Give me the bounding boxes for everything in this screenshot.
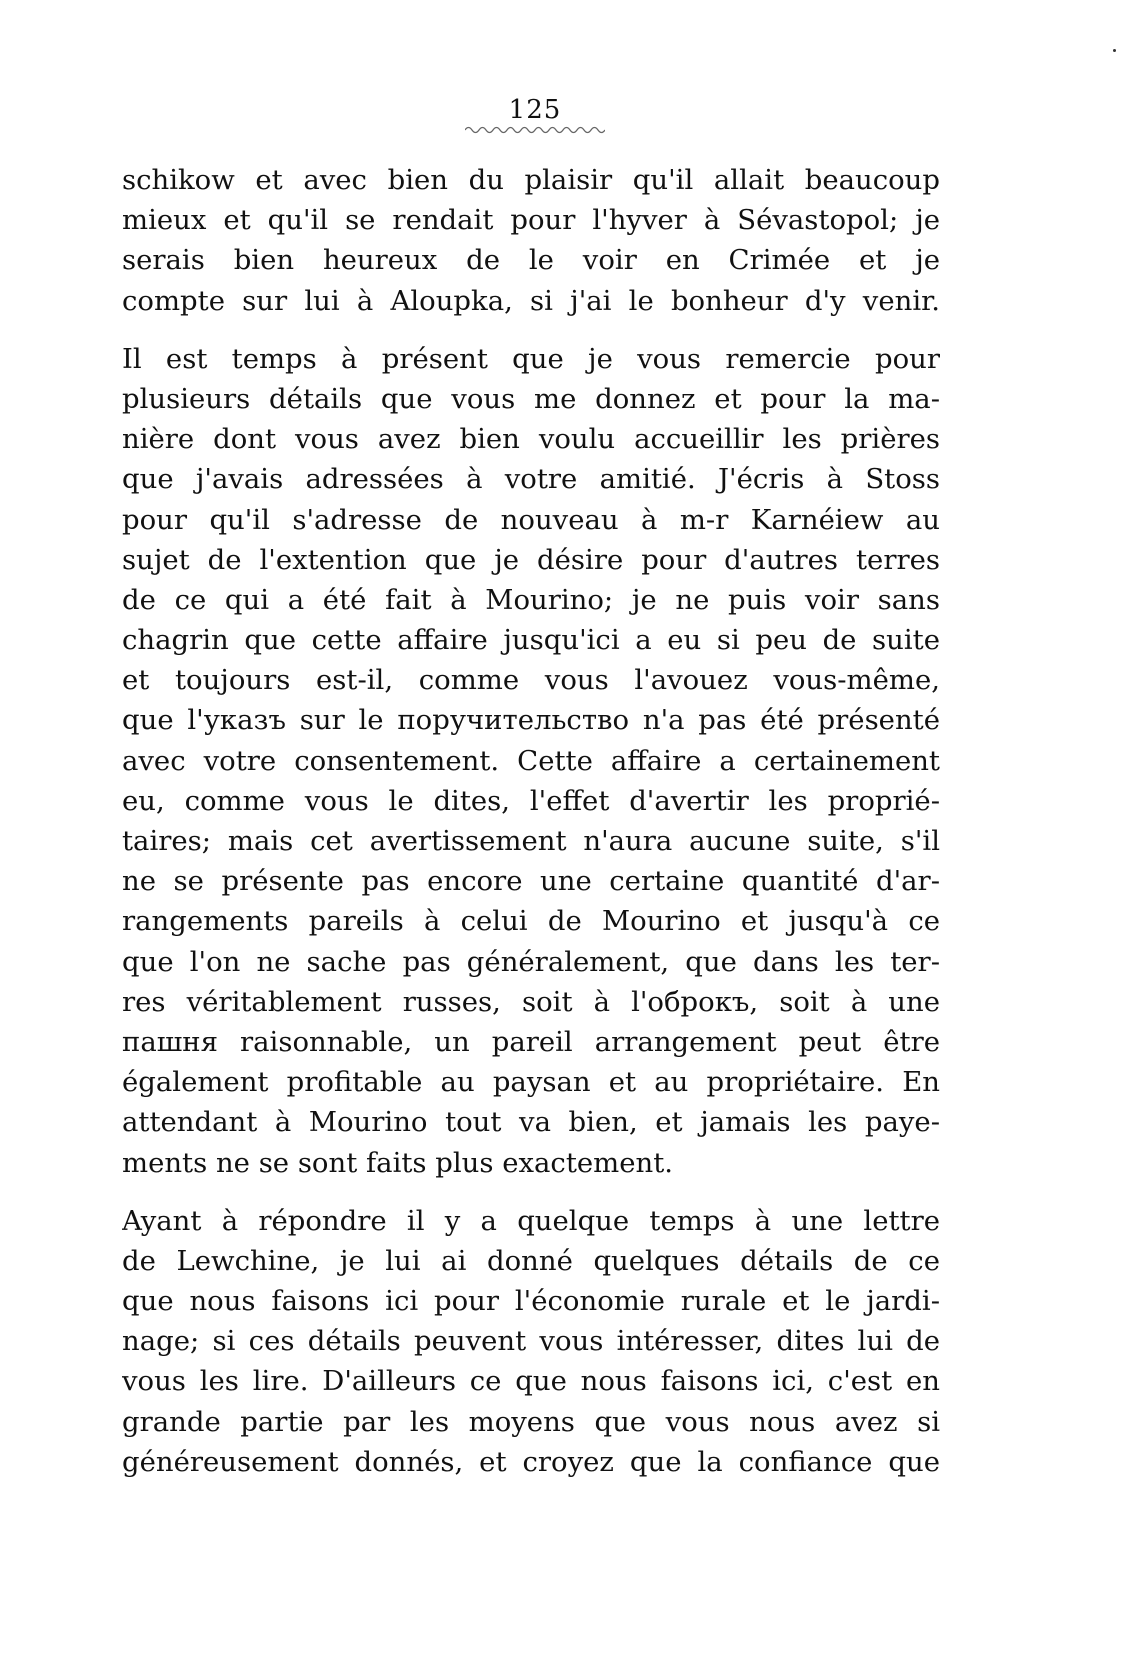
text-line: serais bien heureux de le voir en Crimée et je: [122, 244, 940, 277]
paragraph-gap: [122, 321, 940, 339]
text-line: sujet de l'extention que je désire pour d'autres terres: [122, 543, 940, 576]
text-line: ments ne se sont faits plus exactement.: [122, 1146, 673, 1179]
text-line: nière dont vous avez bien voulu accueillir les prières: [122, 423, 940, 456]
body-text: [122, 160, 940, 1482]
text-line: taires; mais cet avertissement n'aura aucune suite, s'il: [122, 825, 940, 857]
text-line: généreusement donnés, et croyez que la confiance que: [122, 1445, 940, 1478]
text-line: grande partie par les moyens que vous nous avez si: [122, 1405, 940, 1438]
text-line: compte sur lui à Aloupka, si j'ai le bonheur d'y venir.: [122, 284, 940, 317]
text-line: que j'avais adressées à votre amitié. J'écris à Stoss: [122, 463, 940, 496]
text-line: que nous faisons ici pour l'économie rurale et le jardi-: [122, 1285, 940, 1318]
text-line: res véritablement russes, soit à l'оброкъ, soit à une: [122, 985, 940, 1018]
text-line: chagrin que cette affaire jusqu'ici a eu si peu de suite: [122, 624, 940, 657]
text-line: eu, comme vous le dites, l'effet d'avertir les proprié-: [122, 784, 940, 817]
page-number-ornament: [465, 124, 605, 134]
text-line: rangements pareils à celui de Mourino et jusqu'à ce: [122, 905, 940, 938]
text-line: plusieurs détails que vous me donnez et pour la ma-: [122, 382, 940, 415]
wavy-line-ornament: [465, 124, 605, 134]
text-line: vous les lire. D'ailleurs ce que nous faisons ici, c'est en: [122, 1365, 940, 1398]
page-number: 125: [508, 95, 562, 125]
text-line: schikow et avec bien du plaisir qu'il allait beaucoup: [122, 164, 940, 196]
text-line: ne se présente pas encore une certaine quantité d'ar-: [122, 865, 940, 898]
text-line: Il est temps à présent que je vous remercie pour: [122, 342, 940, 375]
text-line: de Lewchine, je lui ai donné quelques détails de ce: [122, 1244, 940, 1277]
text-line: Ayant à répondre il y a quelque temps à une lettre: [122, 1204, 940, 1237]
text-line: que l'on ne sache pas généralement, que dans les ter-: [122, 945, 940, 978]
text-line: et toujours est-il, comme vous l'avouez vous-même,: [122, 664, 940, 697]
text-line: également profitable au paysan et au propriétaire. En: [122, 1066, 940, 1099]
scan-speck: [1113, 49, 1116, 52]
paragraph-gap: [122, 1183, 940, 1201]
text-line: mieux et qu'il se rendait pour l'hyver à Sévastopol; je: [122, 204, 940, 237]
text-line: pour qu'il s'adresse de nouveau à m-r Karnéiew au: [122, 503, 940, 536]
text-line: пашня raisonnable, un pareil arrangement peut être: [122, 1025, 940, 1058]
paragraph-3: [122, 1201, 940, 1482]
text-line: de ce qui a été fait à Mourino; je ne puis voir sans: [122, 583, 940, 616]
text-line: avec votre consentement. Cette affaire a certainement: [122, 744, 940, 777]
text-line: nage; si ces détails peuvent vous intéresser, dites lui de: [122, 1325, 940, 1358]
paragraph-2: [122, 339, 940, 1183]
text-line: attendant à Mourino tout va bien, et jamais les paye-: [122, 1106, 940, 1139]
text-line: que l'указъ sur le поручительство n'a pas été présenté: [122, 704, 940, 737]
paragraph-1: [122, 160, 940, 321]
